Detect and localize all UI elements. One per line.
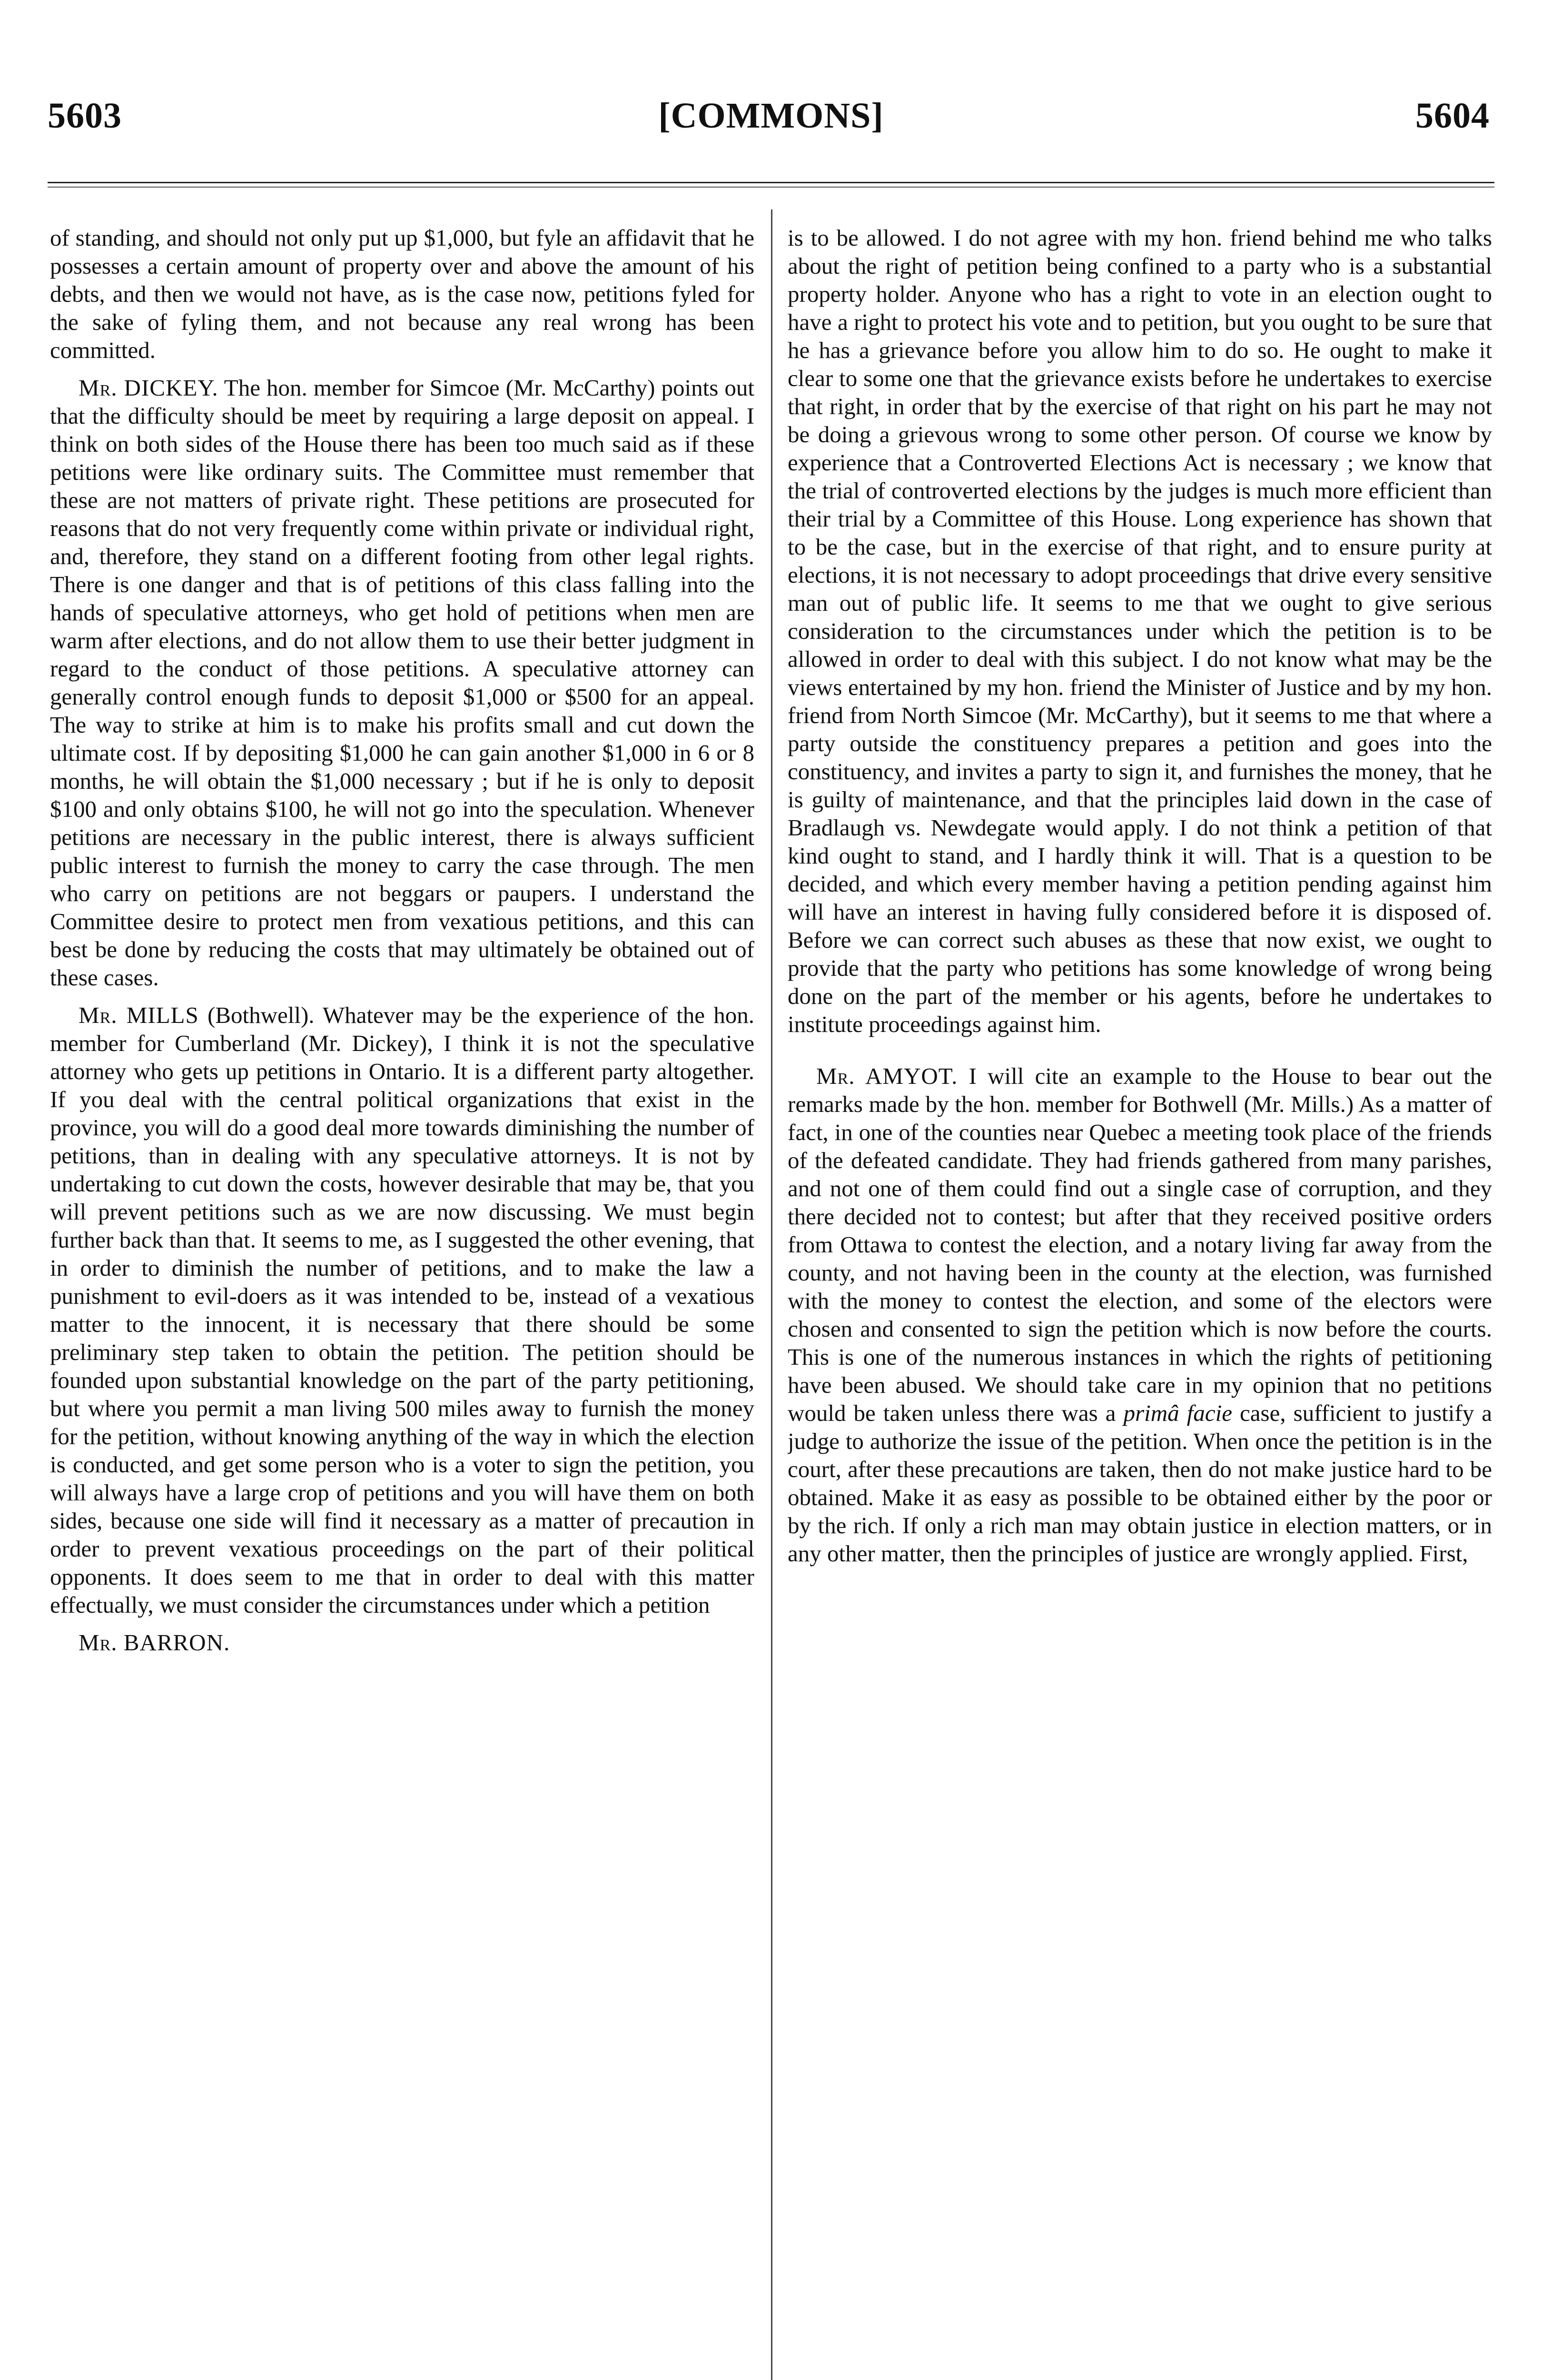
speaker-name: Mr. MILLS <box>79 1002 199 1028</box>
speech-text: case, sufficient to justify a judge to authorize the issue of the petition. When once the petition is in the court, after these precautions are taken, then do not make justice hard to be obtained. Make it as easy as possible to be obtained either by the poor or by the rich. If only a rich man may obtain justice in election matters, or in any other matter, then the principles of justice are wrongly applied. First, <box>788 1400 1492 1567</box>
page-number-left: 5603 <box>48 96 122 136</box>
column-divider <box>771 209 772 2380</box>
header-rule-thin <box>48 187 1494 188</box>
running-title: [COMMONS] <box>658 96 884 136</box>
speaker-name: Mr. DICKEY. <box>79 375 218 401</box>
speaker-riding: (Bothwell). <box>207 1002 315 1028</box>
speech-text: I will cite an example to the House to bear out the remarks made by the hon. member for Bothwell (Mr. Mills.) As a matter of fact, in one of the counties near Quebec a meeting took place of the friends of the defeated candidate. They had friends gathered from many parishes, and not one of them could find out a single case of corruption, and they there decided not to contest; but after that they received positive orders from Ottawa to contest the election, and a notary living far away from the county, and not having been in the county at the election, was furnished with the money to contest the election, and some of the electors were chosen and consented to sign the petition which is now before the courts. This is one of the numerous instances in which the rights of petitioning have been abused. We should take care in my opinion that no petitions would be taken unless there was a <box>788 1063 1492 1426</box>
speaker-name: Mr. AMYOT. <box>816 1063 958 1089</box>
page-signature: Mr. BARRON. <box>79 1629 230 1656</box>
paragraph-mills <box>50 1001 754 1619</box>
left-column <box>50 224 754 2380</box>
right-column <box>788 224 1492 2380</box>
page-header <box>0 0 1542 190</box>
paragraph-dickey <box>50 374 754 992</box>
page-number-right: 5604 <box>1415 96 1490 136</box>
header-rule <box>48 182 1494 183</box>
paragraph-continuation: is to be allowed. I do not agree with my hon. friend behind me who talks about the right of petition being confined to a party who is a substantial property holder. Anyone who has a right to vote in an election ought to have a right to protect his vote and to petition, but you ought to be sure that he has a grievance before you allow him to do so. He ought to make it clear to some one that the grievance exists before he undertakes to exercise that right, in order that by the exercise of that right on his part he may not be doing a grievous wrong to some other person. Of course we know by experience that a Controverted Elections Act is necessary ; we know that the trial of controverted elections by the judges is much more efficient than their trial by a Committee of this House. Long experience has shown that to be the case, but in the exercise of that right, and to ensure purity at elections, it is not necessary to adopt proceedings that drive every sensitive man out of public life. It seems to me that we ought to give serious consideration to the circumstances under which the petition is to be allowed in order to deal with this subject. I do not know what may be the views entertained by my hon. friend the Minister of Justice and by my hon. friend from North Simcoe (Mr. McCarthy), but it seems to me that where a party outside the constituency prepares a petition and goes into the constituency, and invites a party to sign it, and furnishes the money, that he is guilty of maintenance, and that the principles laid down in the case of Bradlaugh vs. Newdegate would apply. I do not think a petition of that kind ought to stand, and I hardly think it will. That is a question to be decided, and which every member having a petition pending against him will have an interest in having fully considered before it is disposed of. Before we can correct such abuses as these that now exist, we ought to provide that the party who petitions has some knowledge of wrong being done on the part of the member or his agents, before he undertakes to institute proceedings against him. <box>788 225 1492 1037</box>
latin-phrase: primâ facie <box>1123 1400 1232 1426</box>
speech-text: The hon. member for Simcoe (Mr. McCarthy) points out that the difficulty should be meet by requiring a large deposit on appeal. I think on both sides of the House there has been too much said as if these petitions were like ordinary suits. The Committee must remember that these are not matters of private right. These petitions are prosecuted for reasons that do not very frequently come within private or individual right, and, therefore, they stand on a different footing from other legal rights. There is one danger and that is of petitions of this class falling into the hands of speculative attorneys, who get hold of petitions when men are warm after elections, and do not allow them to use their better judgment in regard to the conduct of those petitions. A speculative attorney can generally control enough funds to deposit $1,000 or $500 for an appeal. The way to strike at him is to make his profits small and cut down the ultimate cost. If by depositing $1,000 he can gain another $1,000 in 6 or 8 months, he will obtain the $1,000 necessary ; but if he is only to deposit $100 and only obtains $100, he will not go into the speculation. Whenever petitions are necessary in the public interest, there is always sufficient public interest to furnish the money to carry the case through. The men who carry on petitions are not beggars or paupers. I understand the Committee desire to protect men from vexatious petitions, and this can best be done by reducing the costs that may ultimately be obtained out of these cases. <box>50 375 754 991</box>
paragraph-amyot <box>788 1062 1492 1567</box>
paragraph-continuation: of standing, and should not only put up $1,000, but fyle an affidavit that he possesses a certain amount of property over and above the amount of his debts, and then we would not have, as is the case now, petitions fyled for the sake of fyling them, and not because any real wrong has been committed. <box>50 225 754 363</box>
speech-text: Whatever may be the experience of the hon. member for Cumberland (Mr. Dickey), I think it is not the speculative attorney who gets up petitions in Ontario. It is a different party altogether. If you deal with the central political organizations that exist in the province, you will do a good deal more towards diminishing the number of petitions, than in dealing with any speculative attorneys. It is not by undertaking to cut down the costs, however desirable that may be, that you will prevent petitions such as we are now discussing. We must begin further back than that. It seems to me, as I suggested the other evening, that in order to diminish the number of petitions, and to make the law a punishment to evil-doers as it was intended to be, instead of a vexatious matter to the innocent, it is necessary that there should be some preliminary step taken to obtain the petition. The petition should be founded upon substantial knowledge on the part of the party petitioning, but where you permit a man living 500 miles away to furnish the money for the petition, without knowing anything of the way in which the election is conducted, and get some person who is a voter to sign the petition, you will always have a large crop of petitions and you will have them on both sides, because one side will find it necessary as a matter of precaution in order to prevent vexatious proceedings on the part of their political opponents. It does seem to me that in order to deal with this matter effectually, we must consider the circumstances under which a petition <box>50 1002 754 1618</box>
